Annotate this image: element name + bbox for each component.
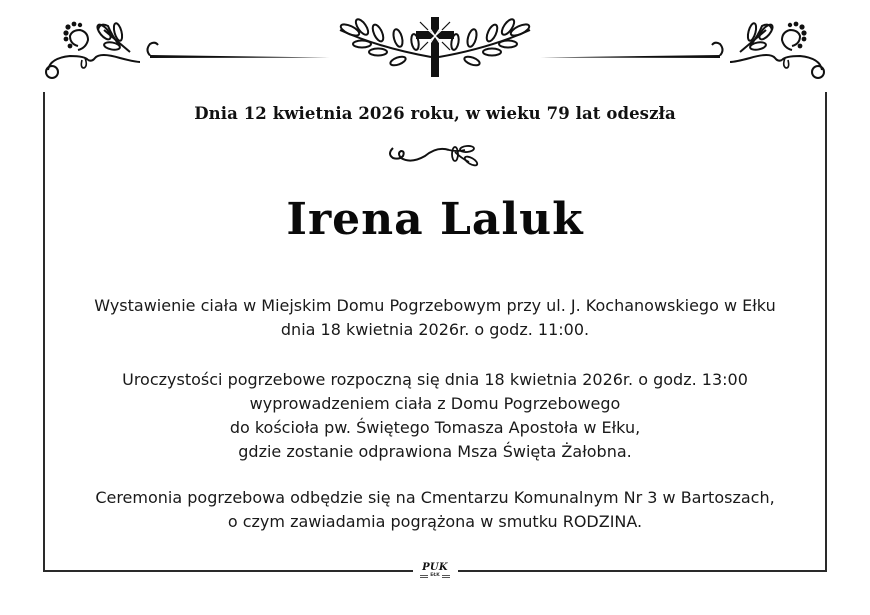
- puk-elk-logo: [415, 562, 455, 584]
- logo-bar-right: [442, 575, 450, 578]
- text-line: Uroczystości pogrzebowe rozpoczną się dnia 18 kwietnia 2026r. o godz. 13:00: [122, 370, 748, 389]
- top-ornament-band: [0, 0, 870, 95]
- logo-main-text: PUK: [422, 562, 448, 573]
- viewing-paragraph: [0, 294, 870, 342]
- text-line: gdzie zostanie odprawiona Msza Święta Żałobna.: [238, 442, 632, 461]
- text-line: dnia 18 kwietnia 2026r. o godz. 11:00.: [280, 320, 590, 339]
- text-line: do kościoła pw. Świętego Tomasza Apostoła w Ełku,: [229, 418, 641, 437]
- vine-leaf-divider-icon: [385, 138, 485, 172]
- death-announcement-intro: Dnia 12 kwietnia 2026 roku, w wieku 79 lat odeszła: [194, 104, 676, 123]
- text-line: wyprowadzeniem ciała z Domu Pogrzebowego: [249, 394, 621, 413]
- deceased-name: Irena Laluk: [286, 194, 584, 245]
- right-corner-flourish-icon: [730, 22, 824, 78]
- ceremony-paragraph: [0, 368, 870, 464]
- logo-sub-text: EŁK: [430, 573, 440, 578]
- cross-with-laurel-icon: [339, 17, 531, 77]
- text-line: o czym zawiadamia pogrążona w smutku RODZINA.: [227, 512, 643, 531]
- left-rule-line: [150, 55, 330, 58]
- right-rule-line: [540, 55, 720, 58]
- text-line: Ceremonia pogrzebowa odbędzie się na Cmentarzu Komunalnym Nr 3 w Bartoszach,: [95, 488, 775, 507]
- logo-sub-row: [415, 573, 455, 579]
- logo-bar-left: [420, 575, 428, 578]
- frame-bottom-border-right: [458, 570, 827, 572]
- frame-bottom-border-left: [43, 570, 413, 572]
- text-line: Wystawienie ciała w Miejskim Domu Pogrzebowym przy ul. J. Kochanowskiego w Ełku: [94, 296, 776, 315]
- left-corner-flourish-icon: [46, 22, 140, 78]
- burial-paragraph: [0, 486, 870, 534]
